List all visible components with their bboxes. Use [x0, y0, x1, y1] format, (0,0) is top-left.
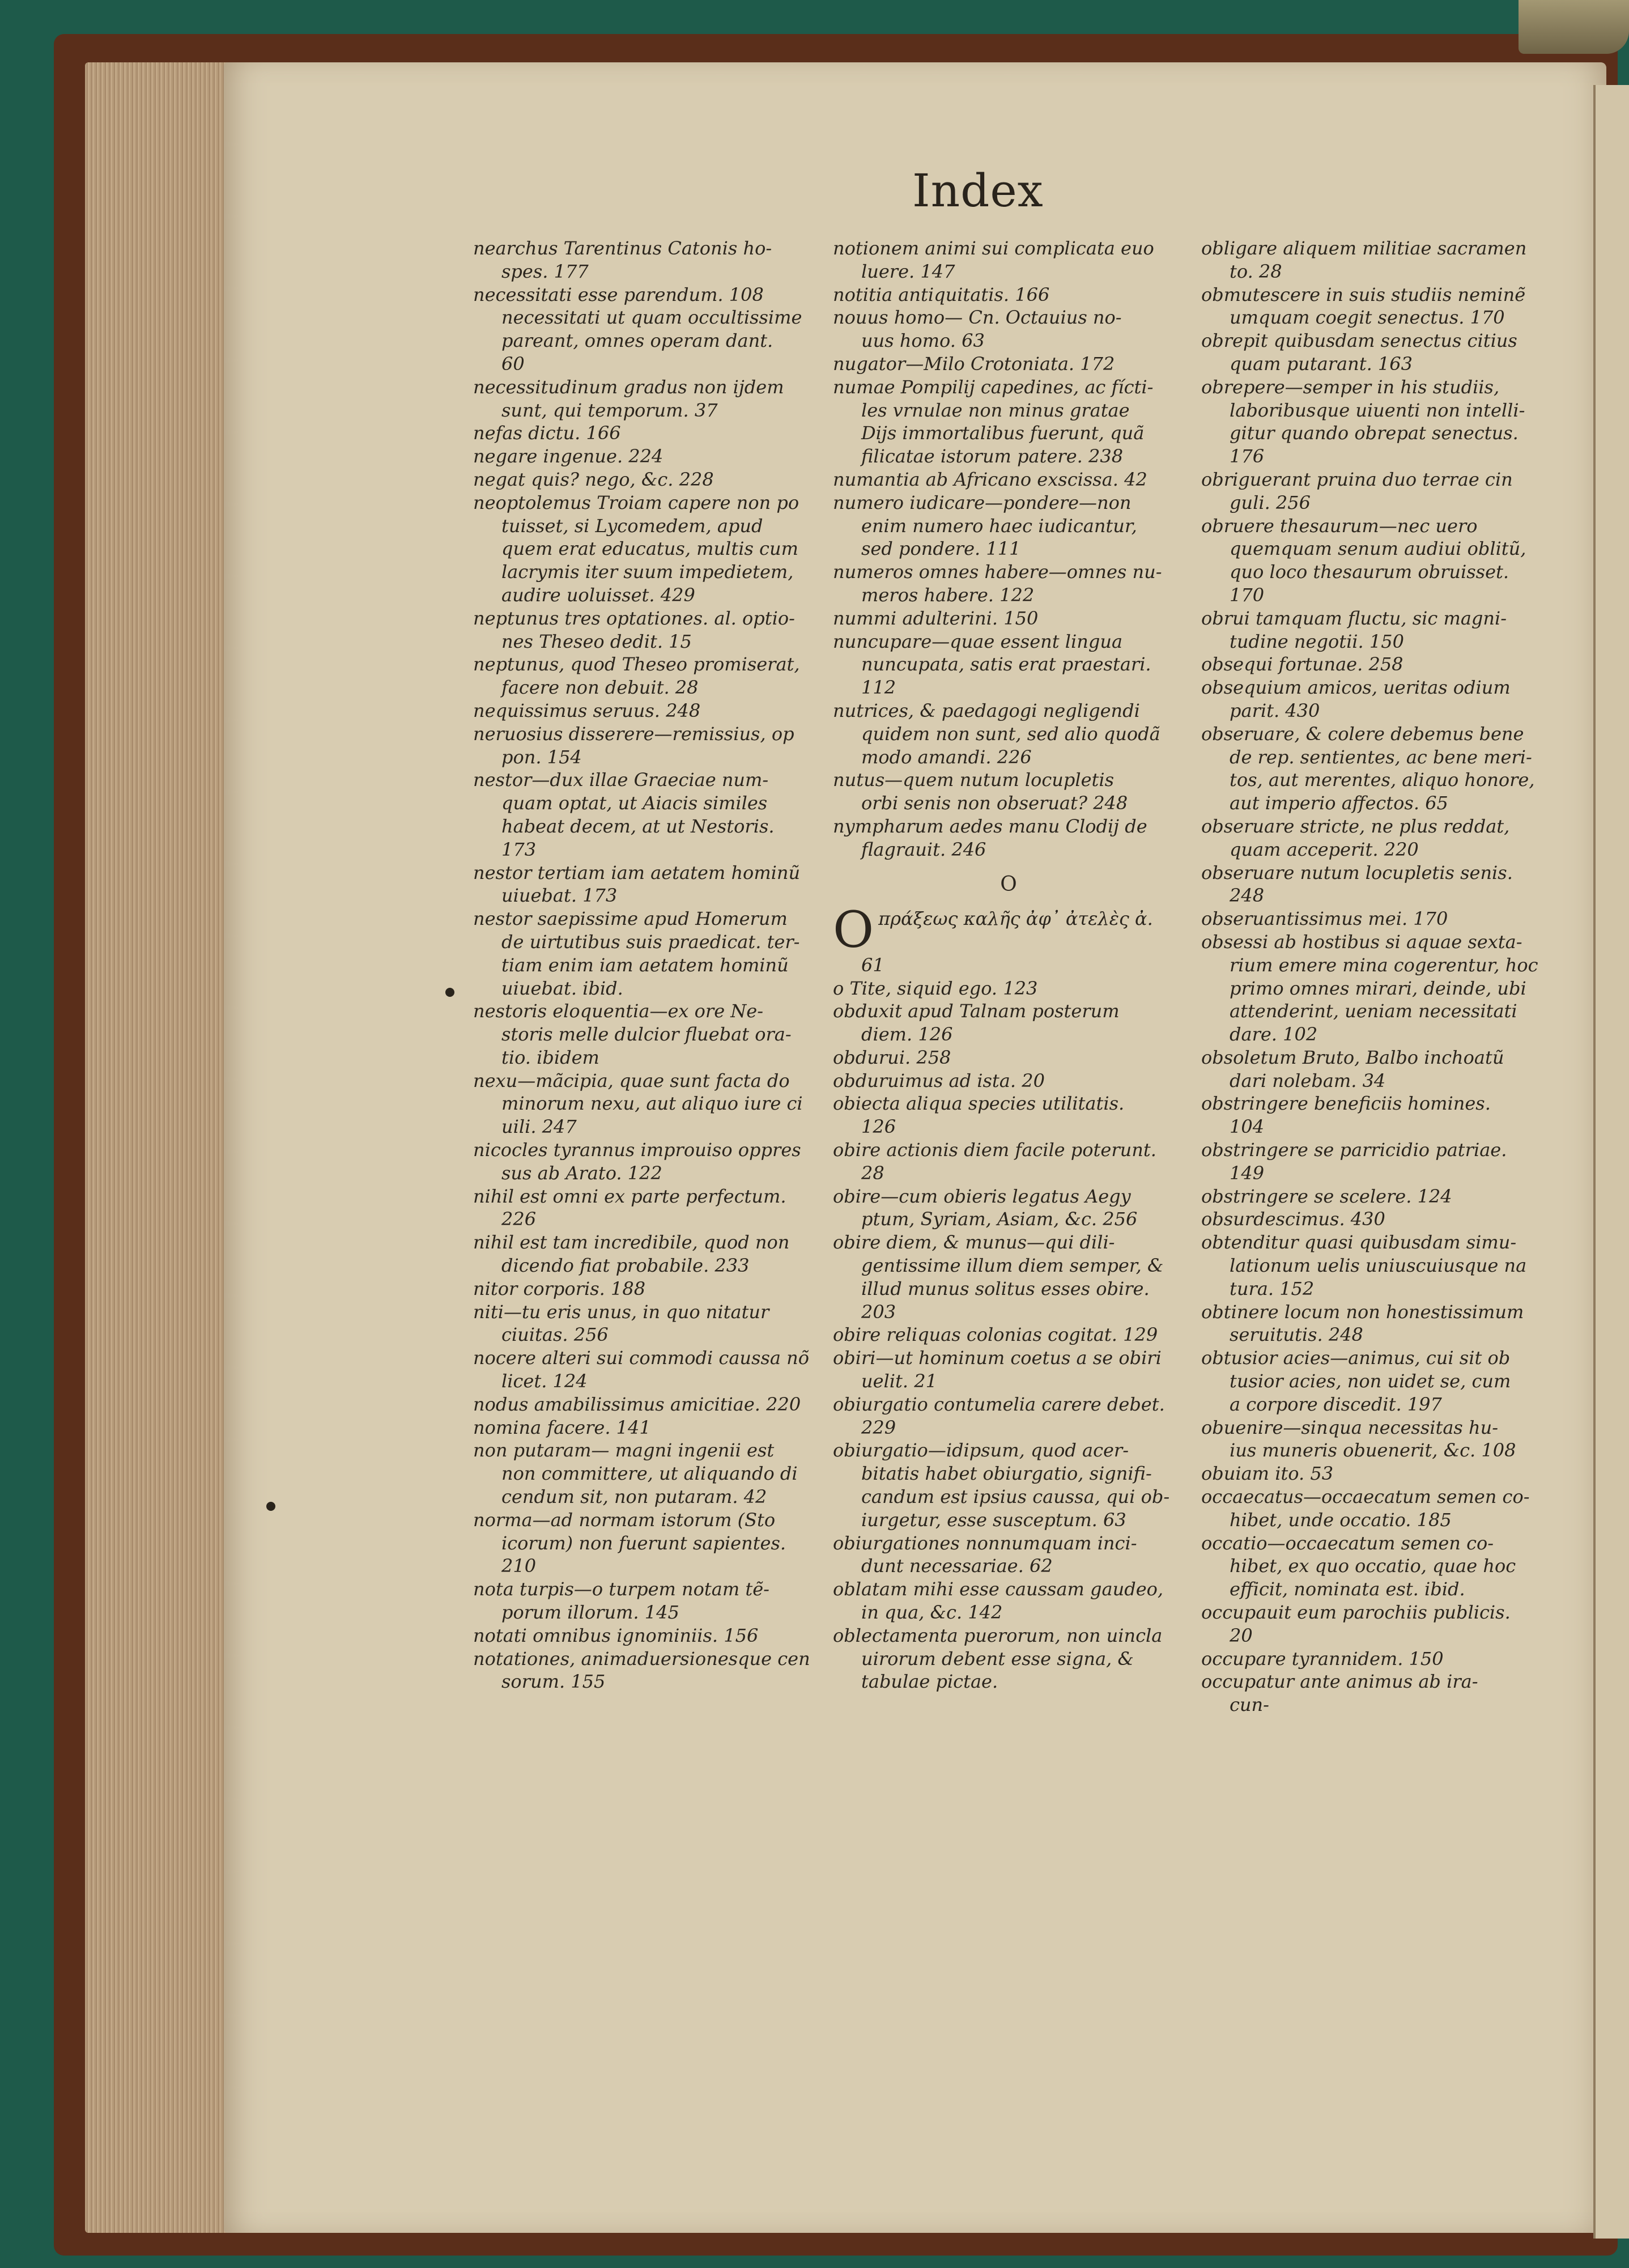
index-entry-continuation: tudine negotii. 150: [1230, 630, 1404, 652]
index-entry-continuation: tusior acies, non uidet se, cum: [1230, 1370, 1511, 1392]
ink-mark: [266, 1502, 275, 1511]
index-entry-continuation: 112: [861, 677, 896, 699]
index-entry-line: nestor saepissime apud Homerum: [473, 908, 788, 930]
index-entry-continuation: habeat decem, at ut Nestoris.: [501, 815, 775, 837]
index-entry-continuation: uiuebat. 173: [501, 885, 618, 907]
index-entry-continuation: nuncupata, satis erat praestari.: [861, 653, 1151, 676]
index-entry-continuation: quo loco thesaurum obruisset.: [1230, 561, 1509, 583]
index-entry-line: obiurgatio contumelia carere debet.: [833, 1393, 1165, 1415]
index-entry-continuation: 226: [501, 1208, 537, 1230]
index-entry-continuation: tiam enim iam aetatem hominũ: [501, 954, 789, 976]
index-entry-line: negat quis? nego, &c. 228: [473, 468, 714, 490]
index-entry-continuation: bitatis habet obiurgatio, signifi-: [861, 1463, 1152, 1485]
index-entry-continuation: orbi senis non obseruat? 248: [861, 792, 1128, 814]
index-entry-continuation: sunt, qui temporum. 37: [501, 399, 718, 421]
index-entry-continuation: audire uoluisset. 429: [501, 584, 695, 606]
index-entry-line: negare ingenue. 224: [473, 445, 663, 468]
index-entry-continuation: quam putarant. 163: [1230, 352, 1413, 375]
index-entry-continuation: uus homo. 63: [861, 330, 985, 352]
index-entry-line: nefas dictu. 166: [473, 422, 621, 444]
page-header-title: Index: [912, 164, 1044, 217]
index-entry-continuation: meros habere. 122: [861, 584, 1035, 606]
index-entry-line: nequissimus seruus. 248: [473, 699, 701, 721]
index-entry-line: obire diem, & munus—qui dili-: [833, 1231, 1115, 1254]
index-entry-continuation: 60: [501, 352, 525, 375]
index-entry-line: obsequium amicos, ueritas odium: [1201, 677, 1511, 699]
index-entry-continuation: 203: [861, 1301, 896, 1323]
index-column-3: [1201, 237, 1553, 1717]
index-entry-continuation: attenderint, ueniam necessitati: [1230, 1000, 1517, 1022]
index-entry-line: non putaram— magni ingenii est: [473, 1439, 775, 1462]
index-entry-continuation: flagrauit. 246: [861, 838, 986, 860]
index-entry-continuation: 229: [861, 1416, 896, 1438]
index-entry-continuation: to. 28: [1230, 260, 1282, 282]
index-entry-line: obtenditur quasi quibusdam simu-: [1201, 1231, 1517, 1254]
index-entry-continuation: modo amandi. 226: [861, 746, 1032, 768]
index-entry-line: obmutescere in suis studiis neminẽ: [1201, 283, 1526, 305]
index-entry-line: obtusior acies—animus, cui sit ob: [1201, 1347, 1511, 1369]
index-entry-continuation: necessitati ut quam occultissime: [501, 307, 802, 329]
index-entry-line: nitor corporis. 188: [473, 1277, 646, 1299]
index-entry-line: norma—ad normam istorum (Sto: [473, 1509, 776, 1531]
section-letter: O: [1000, 872, 1017, 896]
index-entry-line: obstringere se scelere. 124: [1201, 1185, 1452, 1207]
index-entry-continuation: 126: [861, 1116, 896, 1138]
index-entry-line: numae Pompilij capedines, ac fícti-: [833, 376, 1154, 398]
index-entry-continuation: seruitutis. 248: [1230, 1324, 1363, 1346]
index-entry-continuation: Dijs immortalibus fuerunt, quã: [861, 422, 1145, 444]
index-entry-continuation: de rep. sentientes, ac bene meri-: [1230, 746, 1532, 768]
index-entry-line: notationes, animaduersionesque cen: [473, 1647, 810, 1670]
index-entry-line: obire actionis diem facile poterunt.: [833, 1139, 1156, 1161]
index-entry-continuation: lacrymis iter suum impedietem,: [501, 561, 794, 583]
index-entry-line: numeros omnes habere—omnes nu-: [833, 561, 1162, 583]
index-entry-continuation: 170: [1230, 584, 1265, 606]
index-entry-line: obuenire—sinqua necessitas hu-: [1201, 1416, 1499, 1438]
index-entry-continuation: gentissime illum diem semper, &: [861, 1255, 1164, 1277]
index-entry-continuation: diem. 126: [861, 1023, 953, 1046]
index-entry-line: obsequi fortunae. 258: [1201, 653, 1403, 676]
index-entry-line: obduruimus ad ista. 20: [833, 1069, 1045, 1091]
index-entry-continuation: porum illorum. 145: [501, 1602, 679, 1624]
index-entry-line: nodus amabilissimus amicitiae. 220: [473, 1393, 801, 1415]
index-entry-continuation: tos, aut merentes, aliquo honore,: [1230, 769, 1535, 791]
index-entry-line: obiri—ut hominum coetus a se obiri: [833, 1347, 1162, 1369]
index-entry-line: obiurgationes nonnumquam inci-: [833, 1532, 1137, 1554]
index-entry-continuation: ius muneris obuenerit, &c. 108: [1230, 1439, 1516, 1462]
index-entry-line: o Tite, siquid ego. 123: [833, 977, 1038, 999]
index-entry-line: obseruantissimus mei. 170: [1201, 908, 1448, 930]
index-entry-continuation: a corpore discedit. 197: [1230, 1393, 1442, 1415]
index-entry-line: neoptolemus Troiam capere non po: [473, 491, 799, 513]
index-entry-line: nutrices, & paedagogi negligendi: [833, 699, 1140, 721]
index-entry-line: obduxit apud Talnam posterum: [833, 1000, 1120, 1022]
index-entry-continuation: primo omnes mirari, deinde, ubi: [1230, 977, 1526, 999]
index-entry-line: obire reliquas colonias cogitat. 129: [833, 1324, 1158, 1346]
index-entry-line: occupatur ante animus ab ira-: [1201, 1671, 1478, 1693]
index-entry-continuation: minorum nexu, aut aliquo iure ci: [501, 1093, 803, 1115]
index-entry-line: [833, 907, 1184, 954]
index-entry-continuation: 28: [861, 1162, 884, 1184]
index-entry-line: nummi adulterini. 150: [833, 607, 1039, 629]
index-entry-line: neruosius disserere—remissius, op: [473, 723, 794, 745]
page-edges: [85, 62, 232, 2233]
index-entry-continuation: quam optat, ut Aiacis similes: [501, 792, 768, 814]
index-entry-line: nympharum aedes manu Clodij de: [833, 815, 1147, 837]
index-entry-continuation: de uirtutibus suis praedicat. ter-: [501, 931, 800, 953]
index-entry-line: nestoris eloquentia—ex ore Ne-: [473, 1000, 764, 1022]
index-entry-continuation: cun-: [1230, 1694, 1269, 1716]
index-entry-continuation: dari nolebam. 34: [1230, 1069, 1386, 1091]
index-entry-line: obdurui. 258: [833, 1046, 951, 1068]
index-entry-line: nutus—quem nutum locupletis: [833, 769, 1115, 791]
index-entry-line: numero iudicare—pondere—non: [833, 491, 1132, 513]
index-entry-continuation: quemquam senum audiui oblitũ,: [1230, 538, 1526, 560]
index-entry-continuation: luere. 147: [861, 260, 955, 282]
index-entry-continuation: parit. 430: [1230, 699, 1320, 721]
index-entry-line: obrui tamquam fluctu, sic magni-: [1201, 607, 1507, 629]
index-entry-line: obsoletum Bruto, Balbo inchoatũ: [1201, 1046, 1504, 1068]
index-entry-line: nexu—mãcipia, quae sunt facta do: [473, 1069, 790, 1091]
index-entry-continuation: 176: [1230, 445, 1265, 468]
index-entry-continuation: 149: [1230, 1162, 1265, 1184]
index-entry-continuation: ciuitas. 256: [501, 1324, 609, 1346]
index-entry-line: numantia ab Africano exscissa. 42: [833, 468, 1147, 490]
index-entry-continuation: facere non debuit. 28: [501, 677, 699, 699]
facing-page-edge: [1593, 85, 1629, 2239]
index-entry-line: nihil est omni ex parte perfectum.: [473, 1185, 786, 1207]
index-entry-continuation: aut imperio affectos. 65: [1230, 792, 1448, 814]
index-entry-continuation: illud munus solitus esses obire.: [861, 1277, 1150, 1299]
index-entry-line: nearchus Tarentinus Catonis ho-: [473, 237, 772, 259]
index-entry-continuation: uirorum debent esse signa, &: [861, 1647, 1134, 1670]
index-entry-line: necessitudinum gradus non ijdem: [473, 376, 784, 398]
index-entry-continuation: 20: [1230, 1624, 1253, 1646]
index-entry-line: obseruare, & colere debemus bene: [1201, 723, 1524, 745]
index-entry-continuation: ptum, Syriam, Asiam, &c. 256: [861, 1208, 1138, 1230]
index-column-2: [833, 237, 1184, 1693]
index-entry-continuation: efficit, nominata est. ibid.: [1230, 1578, 1465, 1600]
index-entry-continuation: cendum sit, non putaram. 42: [501, 1486, 767, 1508]
index-entry-line: necessitati esse parendum. 108: [473, 283, 764, 305]
index-entry-continuation: tabulae pictae.: [861, 1671, 998, 1693]
index-entry-continuation: tio. ibidem: [501, 1046, 599, 1068]
index-entry-line: nouus homo— Cn. Octauius no-: [833, 307, 1122, 329]
book-clasp: [1519, 0, 1629, 54]
index-entry-continuation: tuisset, si Lycomedem, apud: [501, 515, 763, 537]
index-entry-line: occaecatus—occaecatum semen co-: [1201, 1486, 1530, 1508]
index-entry-continuation: hibet, ex quo occatio, quae hoc: [1230, 1555, 1516, 1577]
index-entry-continuation: storis melle dulcior fluebat ora-: [501, 1023, 792, 1046]
index-entry-line: notitia antiquitatis. 166: [833, 283, 1050, 305]
index-entry-continuation: quam acceperit. 220: [1230, 838, 1419, 860]
index-entry-line: obtinere locum non honestissimum: [1201, 1301, 1524, 1323]
index-entry-line: nocere alteri sui commodi caussa nõ: [473, 1347, 809, 1369]
index-entry-line: nugator—Milo Crotoniata. 172: [833, 352, 1115, 375]
index-entry-continuation: spes. 177: [501, 260, 589, 282]
index-entry-continuation: icorum) non fuerunt sapientes.: [501, 1532, 786, 1554]
index-entry-line: nihil est tam incredibile, quod non: [473, 1231, 790, 1254]
index-entry-continuation: licet. 124: [501, 1370, 588, 1392]
index-entry-continuation: laboribusque uiuenti non intelli-: [1230, 399, 1525, 421]
index-entry-continuation: filicatae istorum patere. 238: [861, 445, 1124, 468]
index-entry-line: occatio—occaecatum semen co-: [1201, 1532, 1494, 1554]
index-entry-continuation: uili. 247: [501, 1116, 577, 1138]
index-entry-line: oblectamenta puerorum, non uincla: [833, 1624, 1163, 1646]
index-entry-line: obstringere se parricidio patriae.: [1201, 1139, 1507, 1161]
index-entry-continuation: 61: [861, 954, 884, 976]
index-entry-line: obligare aliquem militiae sacramen: [1201, 237, 1527, 259]
index-entry-continuation: les vrnulae non minus gratae: [861, 399, 1130, 421]
index-entry-line: obsessi ab hostibus si aquae sexta-: [1201, 931, 1522, 953]
index-entry-line: neptunus tres optationes. al. optio-: [473, 607, 795, 629]
index-entry-line: niti—tu eris unus, in quo nitatur: [473, 1301, 769, 1323]
index-entry-continuation: non committere, ut aliquando di: [501, 1463, 798, 1485]
index-entry-continuation: uelit. 21: [861, 1370, 937, 1392]
index-entry-line: oblatam mihi esse caussam gaudeo,: [833, 1578, 1164, 1600]
index-entry-continuation: nes Theseo dedit. 15: [501, 630, 692, 652]
index-entry-continuation: 248: [1230, 885, 1265, 907]
index-entry-continuation: sorum. 155: [501, 1671, 606, 1693]
index-entry-continuation: dare. 102: [1230, 1023, 1318, 1046]
index-entry-continuation: candum est ipsius caussa, qui ob-: [861, 1486, 1170, 1508]
index-entry-line: obriguerant pruina duo terrae cin: [1201, 468, 1513, 490]
ink-mark: [445, 988, 454, 997]
index-entry-continuation: gitur quando obrepat senectus.: [1230, 422, 1519, 444]
index-entry-continuation: iurgetur, esse susceptum. 63: [861, 1509, 1126, 1531]
index-entry-continuation: pareant, omnes operam dant.: [501, 330, 773, 352]
index-entry-continuation: uiuebat. ibid.: [501, 977, 623, 999]
index-entry-continuation: dicendo fiat probabile. 233: [501, 1255, 750, 1277]
index-entry-line: nicocles tyrannus improuiso oppres: [473, 1139, 801, 1161]
index-entry-line: obuiam ito. 53: [1201, 1463, 1334, 1485]
index-entry-line: obseruare stricte, ne plus reddat,: [1201, 815, 1510, 837]
index-entry-line: nomina facere. 141: [473, 1416, 651, 1438]
index-entry-continuation: guli. 256: [1230, 491, 1311, 513]
greek-entry-text: πράξεως καλῆς ἀφ᾽ ἀτελὲς ἀ.: [878, 908, 1153, 930]
index-entry-line: obiurgatio—idipsum, quod acer-: [833, 1439, 1129, 1462]
index-entry-line: occupauit eum parochiis publicis.: [1201, 1602, 1511, 1624]
index-entry-continuation: lationum uelis uniuscuiusque na: [1230, 1255, 1527, 1277]
index-entry-continuation: quidem non sunt, sed alio quodã: [861, 723, 1160, 745]
index-column-1: [473, 237, 824, 1693]
index-entry-line: obiecta aliqua species utilitatis.: [833, 1093, 1125, 1115]
index-entry-continuation: dunt necessariae. 62: [861, 1555, 1053, 1577]
drop-initial: O: [833, 907, 874, 954]
index-entry-line: obrepere—semper in his studiis,: [1201, 376, 1500, 398]
index-entry-continuation: hibet, unde occatio. 185: [1230, 1509, 1452, 1531]
index-entry-line: obire—cum obieris legatus Aegy: [833, 1185, 1131, 1207]
index-entry-line: obseruare nutum locupletis senis.: [1201, 861, 1513, 884]
index-entry-continuation: 173: [501, 838, 537, 860]
index-entry-continuation: sus ab Arato. 122: [501, 1162, 662, 1184]
index-entry-continuation: tura. 152: [1230, 1277, 1315, 1299]
index-entry-continuation: umquam coegit senectus. 170: [1230, 307, 1505, 329]
index-entry-continuation: 104: [1230, 1116, 1265, 1138]
index-entry-line: nuncupare—quae essent lingua: [833, 630, 1123, 652]
index-entry-continuation: quem erat educatus, multis cum: [501, 538, 798, 560]
index-entry-line: notati omnibus ignominiis. 156: [473, 1624, 759, 1646]
index-entry-line: nota turpis—o turpem notam tẽ-: [473, 1578, 769, 1600]
index-entry-continuation: pon. 154: [501, 746, 582, 768]
index-entry-line: obsurdescimus. 430: [1201, 1208, 1385, 1230]
index-entry-continuation: rium emere mina cogerentur, hoc: [1230, 954, 1538, 976]
index-entry-line: obruere thesaurum—nec uero: [1201, 515, 1478, 537]
index-entry-line: obrepit quibusdam senectus citius: [1201, 330, 1517, 352]
index-entry-line: notionem animi sui complicata euo: [833, 237, 1154, 259]
index-entry-line: nestor tertiam iam aetatem hominũ: [473, 861, 801, 884]
index-entry-line: obstringere beneficiis homines.: [1201, 1093, 1491, 1115]
index-entry-continuation: in qua, &c. 142: [861, 1602, 1003, 1624]
index-entry-line: neptunus, quod Theseo promiserat,: [473, 653, 800, 676]
index-entry-continuation: sed pondere. 111: [861, 538, 1021, 560]
index-entry-continuation: 210: [501, 1555, 537, 1577]
index-entry-continuation: enim numero haec iudicantur,: [861, 515, 1137, 537]
index-entry-line: occupare tyrannidem. 150: [1201, 1647, 1444, 1670]
index-entry-line: nestor—dux illae Graeciae num-: [473, 769, 769, 791]
